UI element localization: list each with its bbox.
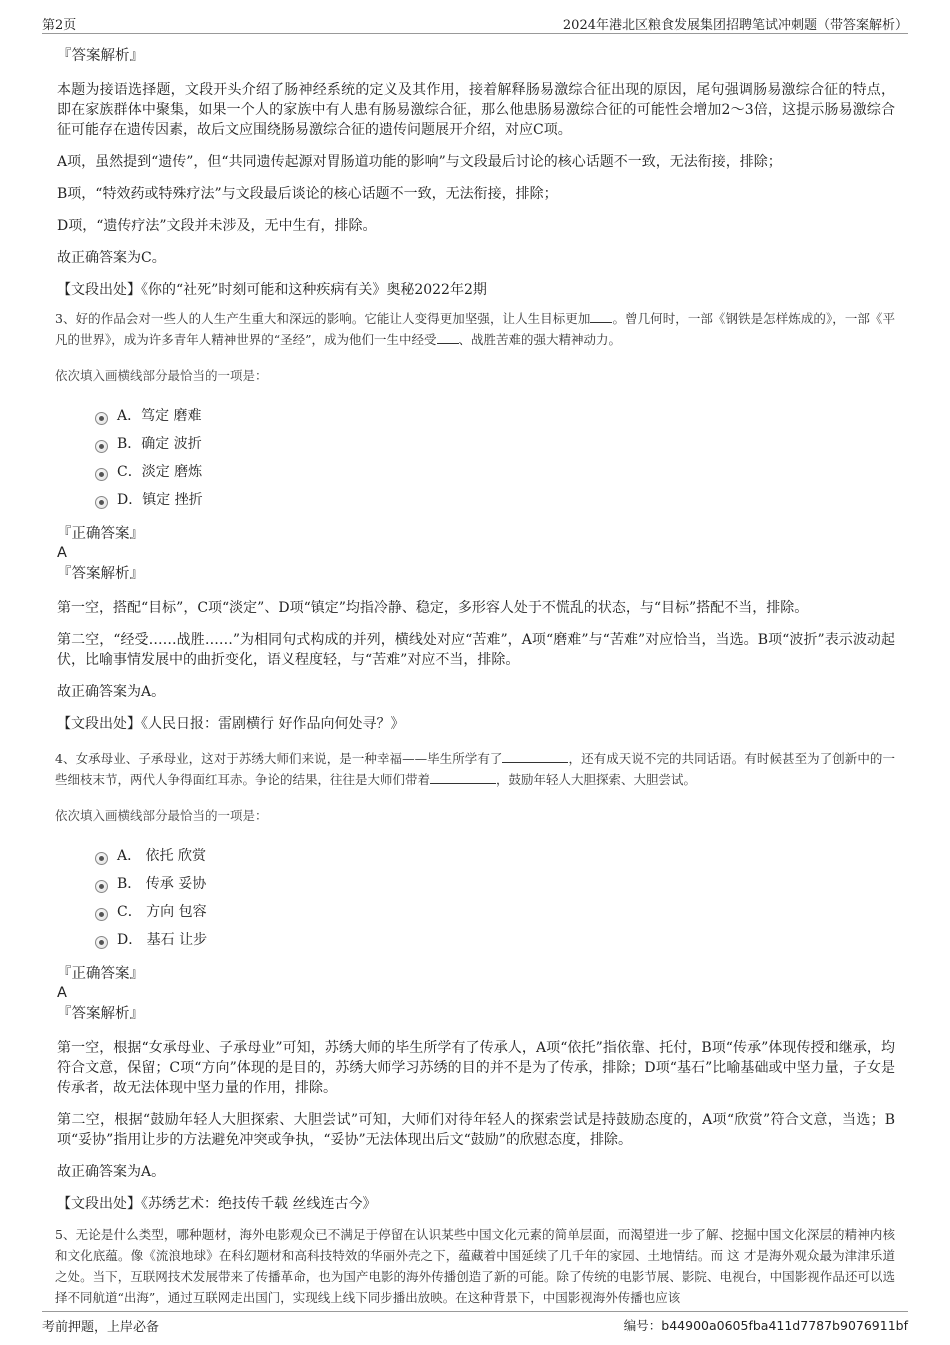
question-4-text: 4、女承母业、子承母业，这对于苏绣大师们来说，是一种幸福——毕生所学有了 ，还有成天说不完的共同话语。有时候甚至为了创新中的一些细枝末节，两代人争得面红耳赤。争论的结果，往往是大师们带着 ，鼓励年轻人大胆探索、大胆尝试。 [55,751,895,787]
correct-answer-value: A [57,545,67,561]
passage-source: 【文段出处】《人民日报：雷剧横行 好作品向何处寻？》 [57,716,405,732]
question-5-text: 5、无论是什么类型，哪种题材，海外电影观众已不满足于停留在认识某些中国文化元素的简单层面，而渴望进一步了解、挖掘中国文化深层的精神内核和文化底蕴。像《流浪地球》在科幻题材和高科技特效的华丽外壳之下，蕴藏着中国延续了几千年的家园、土地情结。而 这 才是海外观众最为津津乐道之处。当下，互联网技术发展带来了传播革命，也为国产电影的海外传播创造了新的可能。除了传统的电影节展、影院、电视台，中国影视作品还可以选择不同航道“出海”，通过互联网走出国门，实现线上线下同步播出放映。在这种背景下，中国影视海外传播也应该 [55,1227,895,1305]
analysis-paragraph: A项，虽然提到“遗传”，但“共同遗传起源对胃肠道功能的影响”与文段最后讨论的核心话题不一致，无法衔接，排除； [57,154,782,170]
option-d[interactable]: D． 基石 让步 [95,926,895,954]
question-4-options [95,842,895,954]
correct-answer-label: 『正确答案』 [57,526,144,542]
page-number: 第2页 [42,18,77,33]
analysis-label: 『答案解析』 [57,566,144,582]
option-b[interactable]: B． 传承 妥协 [95,870,895,898]
option-a[interactable]: A．笃定 磨难 [95,402,895,430]
passage-source: 【文段出处】《你的“社死”时刻可能和这种疾病有关》奥秘2022年2期 [57,282,487,298]
option-a[interactable]: A． 依托 欣赏 [95,842,895,870]
fill-blank [430,770,496,784]
analysis-paragraph: 本题为接语选择题，文段开头介绍了肠神经系统的定义及其作用，接着解释肠易激综合征出现的原因，尾句强调肠易激综合征的特点，即在家族群体中聚集，如果一个人的家族中有人患有肠易激综合征，那么他患肠易激综合征的可能性会增加2～3倍，这提示肠易激综合征可能存在遗传因素，故后文应围绕肠易激综合征的遗传问题展开介绍，对应C项。 [57,82,895,138]
analysis-label: 『答案解析』 [57,1006,144,1022]
radio-icon[interactable] [95,468,108,481]
option-b[interactable]: B．确定 波折 [95,430,895,458]
radio-icon[interactable] [95,908,108,921]
radio-icon[interactable] [95,496,108,509]
option-d[interactable]: D．镇定 挫折 [95,486,895,514]
option-c[interactable]: C． 方向 包容 [95,898,895,926]
correct-answer-value: A [57,985,67,1001]
document-title: 2024年港北区粮食发展集团招聘笔试冲刺题（带答案解析） [562,18,908,33]
answer-conclusion: 故正确答案为C。 [57,250,166,266]
page-header [42,12,908,34]
option-c[interactable]: C．淡定 磨炼 [95,458,895,486]
radio-icon[interactable] [95,440,108,453]
footer-slogan: 考前押题，上岸必备 [42,1320,160,1335]
analysis-paragraph: B项，“特效药或特殊疗法”与文段最后谈论的核心话题不一致，无法衔接，排除； [57,186,558,202]
question-3-options [95,402,895,514]
fill-blank [590,309,612,323]
answer-conclusion: 故正确答案为A。 [57,684,166,700]
page-footer [42,1311,908,1335]
radio-icon[interactable] [95,852,108,865]
fill-blank [502,749,568,763]
analysis-paragraph: 第一空，搭配“目标”，C项“淡定”、D项“镇定”均指冷静、稳定，多形容人处于不慌乱的状态，与“目标”搭配不当，排除。 [57,600,809,616]
analysis-label: 『答案解析』 [57,48,144,64]
radio-icon[interactable] [95,936,108,949]
analysis-paragraph: 第二空，“经受……战胜……”为相同句式构成的并列，横线处对应“苦难”，A项“磨难”与“苦难”对应恰当，当选。B项“波折”表示波动起伏，比喻事情发展中的曲折变化，语义程度轻，与“苦难”对应不当，排除。 [57,632,895,668]
analysis-paragraph: D项，“遗传疗法”文段并未涉及，无中生有，排除。 [57,218,377,234]
correct-answer-label: 『正确答案』 [57,966,144,982]
page-content [57,40,895,1308]
document-code: 编号：b44900a0605fba411d7787b9076911bf [623,1318,908,1333]
question-prompt: 依次填入画横线部分最恰当的一项是： [55,808,268,823]
answer-conclusion: 故正确答案为A。 [57,1164,166,1180]
radio-icon[interactable] [95,412,108,425]
question-prompt: 依次填入画横线部分最恰当的一项是： [55,368,268,383]
passage-source: 【文段出处】《苏绣艺术：绝技传千载 丝线连古今》 [57,1196,377,1212]
analysis-paragraph: 第一空，根据“女承母业、子承母业”可知，苏绣大师的毕生所学有了传承人，A项“依托”指依靠、托付，B项“传承”体现传授和继承，均符合文意，保留；C项“方向”体现的是目的，苏绣大师学习苏绣的目的并不是为了传承，排除；D项“基石”比喻基础或中坚力量，子女是传承者，故无法体现中坚力量的作用，排除。 [57,1040,895,1096]
analysis-paragraph: 第二空，根据“鼓励年轻人大胆探索、大胆尝试”可知，大师们对待年轻人的探索尝试是持鼓励态度的，A项“欣赏”符合文意，当选；B项“妥协”指用让步的方法避免冲突或争执，“妥协”无法体现出后文“鼓励”的欣慰态度，排除。 [57,1112,895,1148]
fill-blank [437,330,459,344]
question-3-text: 3、好的作品会对一些人的人生产生重大和深远的影响。它能让人变得更加坚强，让人生目标更加 。曾几何时，一部《钢铁是怎样炼成的》，一部《平凡的世界》，成为许多青年人精神世界的“圣经”，成为他们一生中经受 、战胜苦难的强大精神动力。 [55,311,895,347]
radio-icon[interactable] [95,880,108,893]
